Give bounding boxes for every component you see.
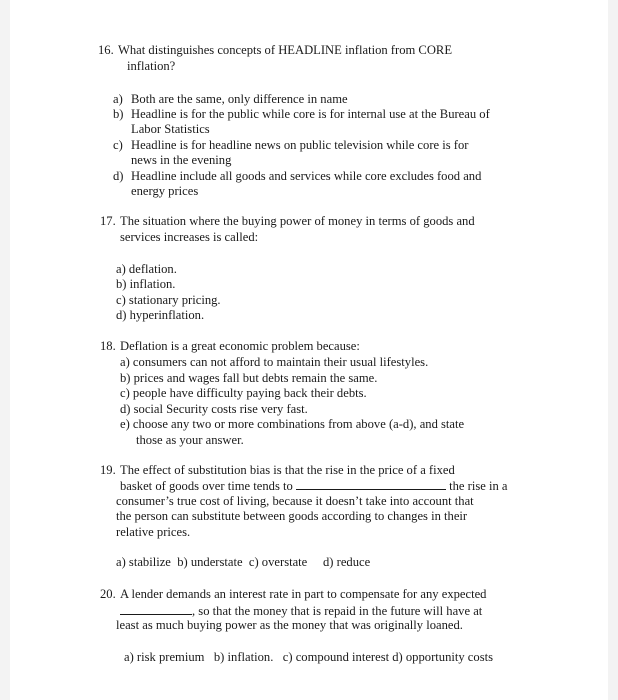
q20-answer-blank: [120, 603, 192, 615]
q17-number: 17.: [100, 214, 116, 228]
q16-option-c-letter: c): [113, 138, 123, 152]
q16-option-a-letter: a): [113, 92, 123, 106]
q18-number: 18.: [100, 339, 116, 353]
q18-option-e-line2: those as your answer.: [136, 433, 244, 447]
q17-option-a: a) deflation.: [116, 262, 177, 276]
q19-answer-blank: [296, 478, 446, 490]
q19-text-line1: The effect of substitution bias is that the rise in the price of a fixed: [120, 463, 455, 477]
q20-text-line3: least as much buying power as the money that was originally loaned.: [116, 618, 463, 632]
q19-number: 19.: [100, 463, 116, 477]
q19-line2-pre: basket of goods over time tends to: [120, 479, 293, 493]
q18-option-d: d) social Security costs rise very fast.: [120, 402, 308, 416]
q20-options: a) risk premium b) inflation. c) compound interest d) opportunity costs: [124, 650, 493, 664]
q16-text-line1: What distinguishes concepts of HEADLINE inflation from CORE: [118, 43, 453, 57]
q16-option-a: Both are the same, only difference in name: [131, 92, 348, 106]
q17-option-d: d) hyperinflation.: [116, 308, 205, 322]
q19-text-line5: relative prices.: [116, 525, 191, 539]
q19-text-line3: consumer’s true cost of living, because it doesn’t take into account that: [116, 494, 474, 508]
q20-line2-post: , so that the money that is repaid in the future will have at: [192, 604, 483, 618]
q18-option-a: a) consumers can not afford to maintain their usual lifestyles.: [120, 355, 429, 369]
q19-text-line4: the person can substitute between goods according to changes in their: [116, 509, 468, 523]
document-page: [10, 0, 608, 700]
q18-text: Deflation is a great economic problem because:: [120, 339, 360, 353]
q19-options: a) stabilize b) understate c) overstate d) reduce: [116, 555, 371, 569]
q19-text-line2: [120, 478, 508, 495]
q20-number: 20.: [100, 587, 116, 601]
q19-line2-post: the rise in a: [449, 479, 508, 493]
q17-option-c: c) stationary pricing.: [116, 293, 221, 307]
q16-option-c-line1: Headline is for headline news on public television while core is for: [131, 138, 469, 152]
q16-option-b-line2: Labor Statistics: [131, 122, 210, 136]
q17-option-b: b) inflation.: [116, 277, 176, 291]
q16-number: 16.: [98, 43, 114, 57]
q18-option-c: c) people have difficulty paying back their debts.: [120, 386, 367, 400]
q17-text-line1: The situation where the buying power of money in terms of goods and: [120, 214, 475, 228]
q16-option-b-line1: Headline is for the public while core is for internal use at the Bureau of: [131, 107, 490, 121]
q18-option-b: b) prices and wages fall but debts remain the same.: [120, 371, 378, 385]
q18-option-e-line1: e) choose any two or more combinations from above (a-d), and state: [120, 417, 465, 431]
q16-option-d-letter: d): [113, 169, 124, 183]
q20-text-line1: A lender demands an interest rate in part to compensate for any expected: [120, 587, 487, 601]
q16-option-c-line2: news in the evening: [131, 153, 232, 167]
q16-option-d-line1: Headline include all goods and services while core excludes food and: [131, 169, 482, 183]
q16-option-d-line2: energy prices: [131, 184, 199, 198]
q16-option-b-letter: b): [113, 107, 124, 121]
q16-text-line2: inflation?: [127, 59, 176, 73]
q17-text-line2: services increases is called:: [120, 230, 259, 244]
